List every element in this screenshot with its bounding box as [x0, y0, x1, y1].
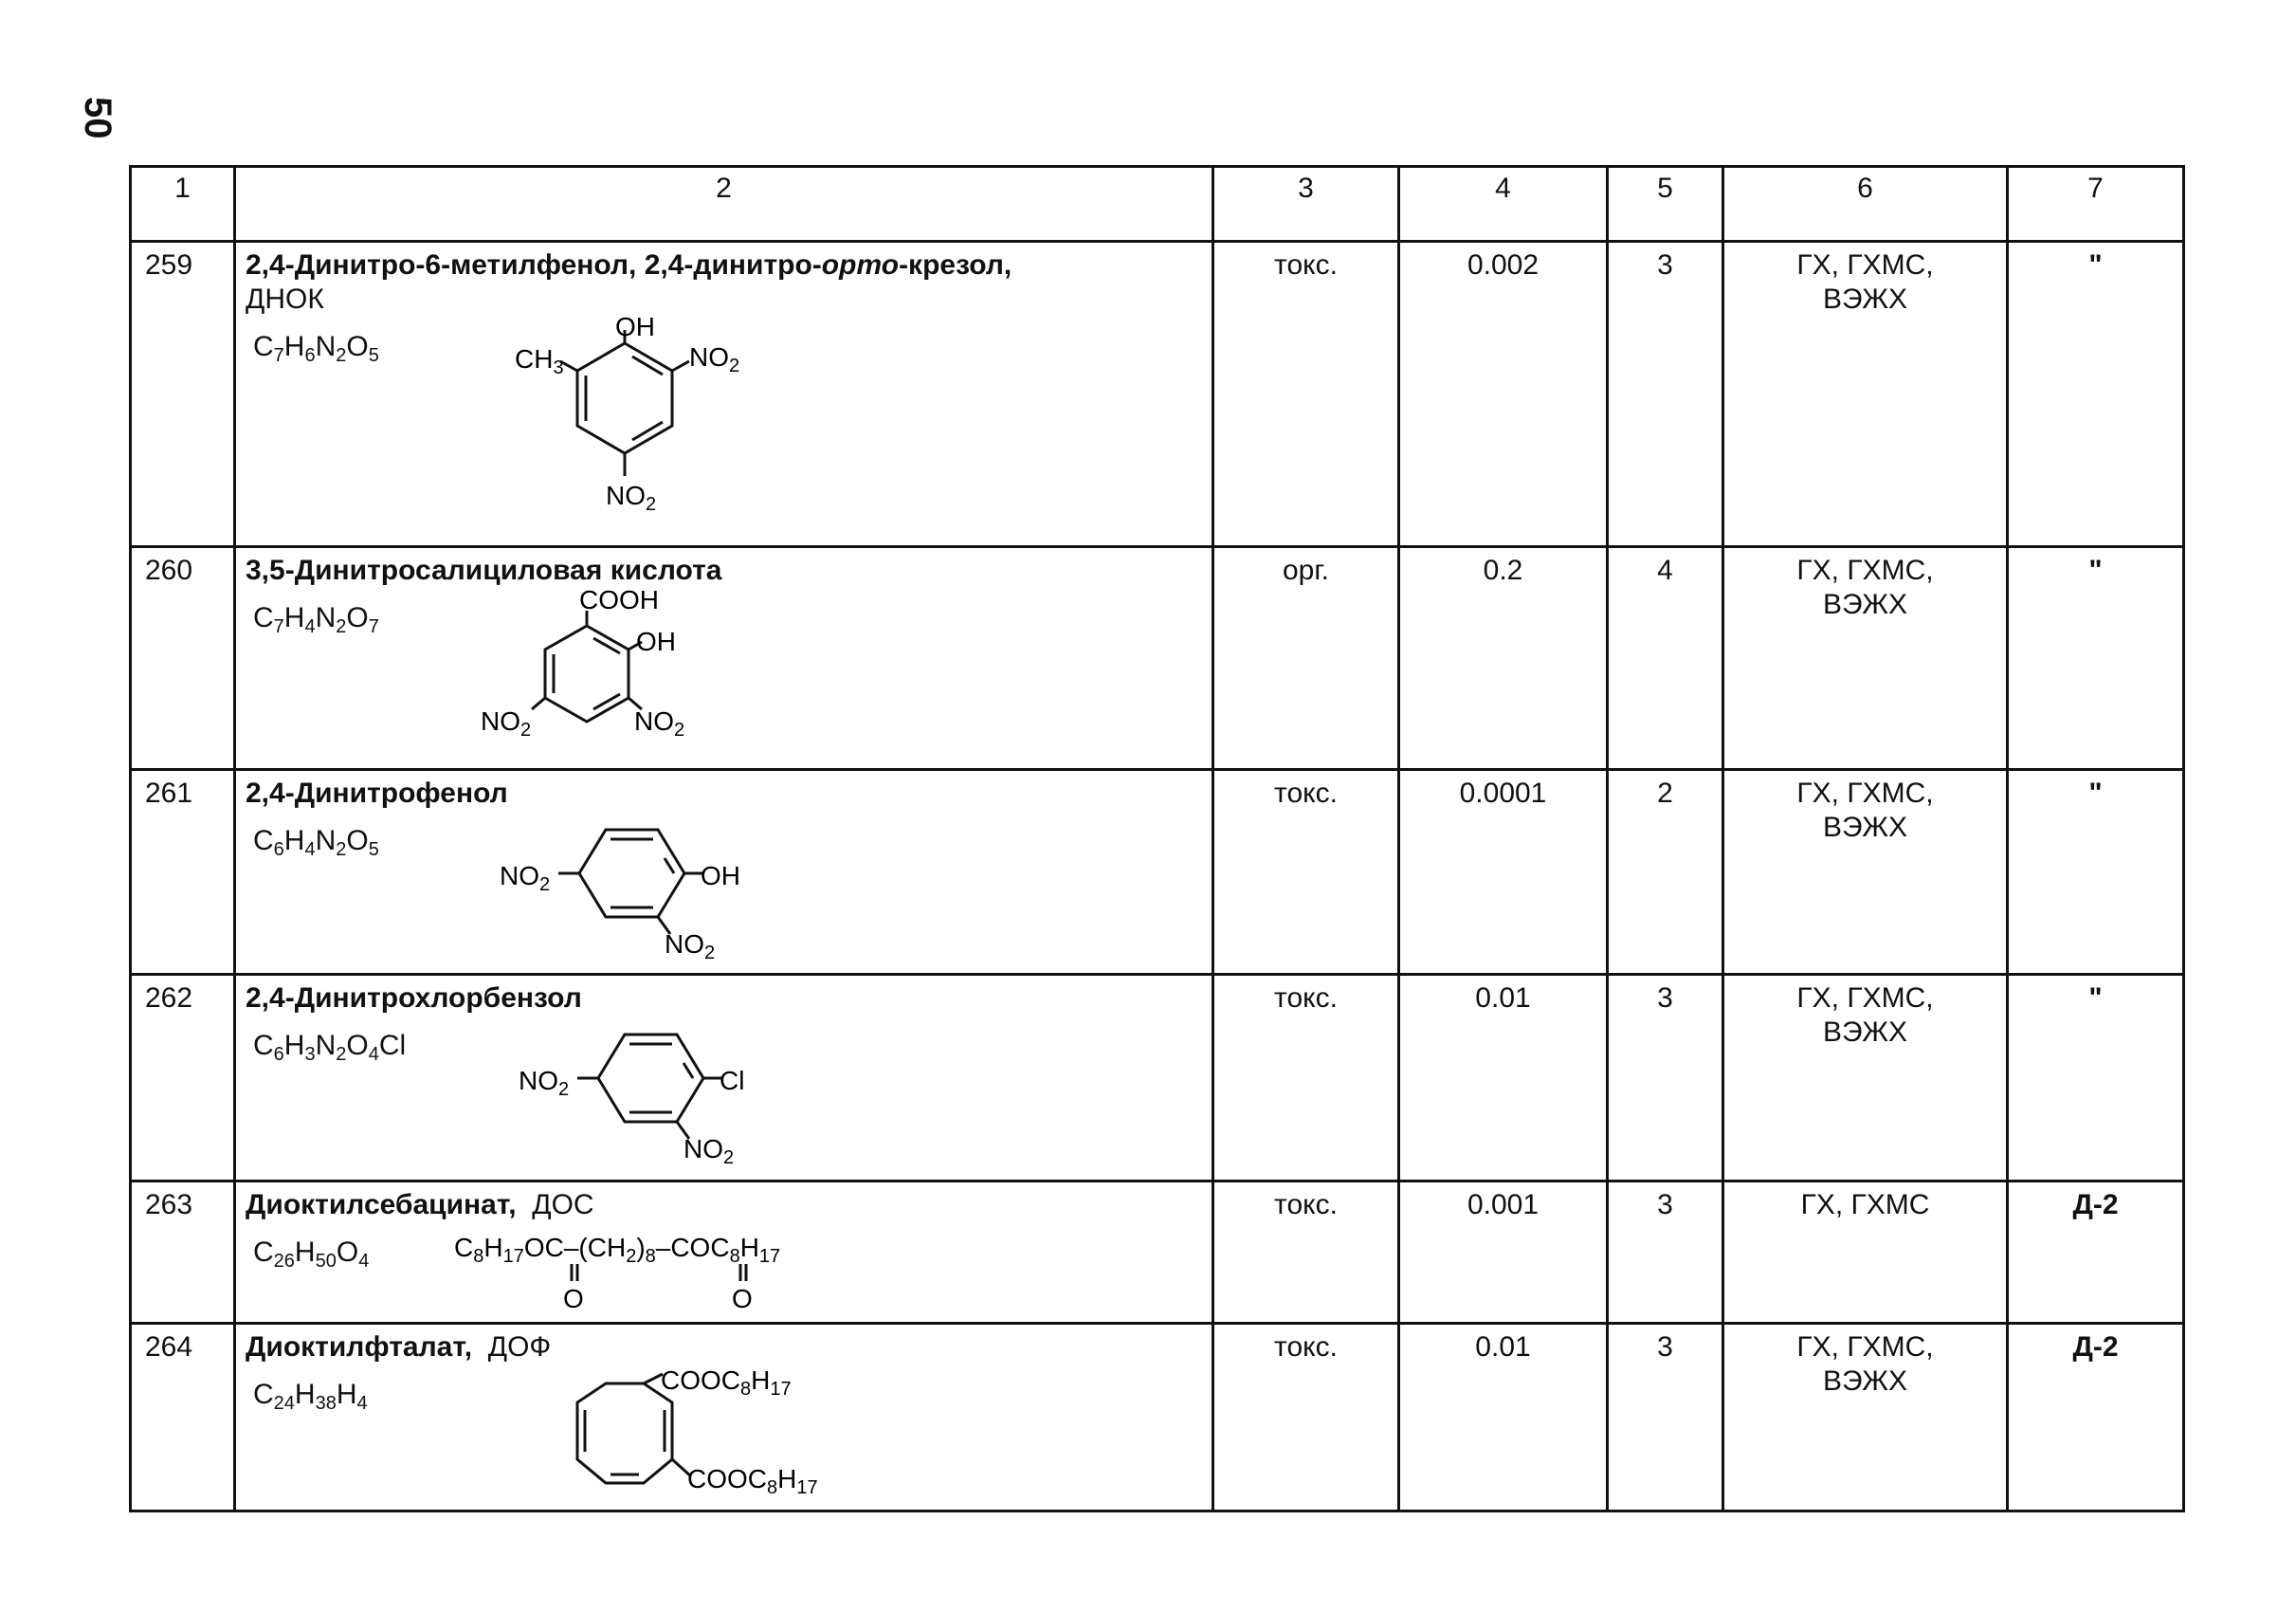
table-row: [131, 1324, 2184, 1511]
toxicity-type: токс.: [1213, 1324, 1399, 1511]
concentration-value: 0.0001: [1399, 770, 1608, 975]
methods-line: ГХ, ГХМС: [1800, 1189, 1930, 1220]
concentration-value: 0.001: [1399, 1182, 1608, 1324]
no2-label: $NO_2$: [500, 861, 551, 895]
table-row: [131, 547, 2184, 770]
substance-cell: [235, 547, 1213, 770]
methods-line: ВЭЖХ: [1823, 1365, 1907, 1397]
table-row: [131, 975, 2184, 1182]
methods-line: ГХ, ГХМС,: [1796, 249, 1934, 281]
methods-cell: [1723, 1182, 2008, 1324]
molecular-formula: $C_7H_4N_2O_7$: [253, 602, 379, 637]
methods-line: ВЭЖХ: [1823, 589, 1907, 620]
methods-line: ВЭЖХ: [1823, 284, 1907, 315]
structural-formula: [473, 1016, 833, 1167]
no2-label: $NO_2$: [683, 1134, 735, 1167]
note-mark: Д-2: [2008, 1324, 2184, 1511]
header-col-4: 4: [1399, 167, 1608, 242]
carbonyl-o: O: [563, 1284, 584, 1313]
table-row: [131, 1182, 2184, 1324]
structural-formula: [473, 317, 814, 535]
molecular-formula: $C_6H_3N_2O_4Cl$: [253, 1030, 407, 1065]
ch3-label: $CH_3$: [515, 344, 564, 378]
no2-label: $NO_2$: [689, 342, 740, 376]
header-col-7: 7: [2008, 167, 2184, 242]
concentration-value: 0.2: [1399, 547, 1608, 770]
concentration-value: 0.002: [1399, 242, 1608, 547]
oh-label: OH: [615, 317, 655, 341]
substance-cell: [235, 1182, 1213, 1324]
substance-cell: [235, 770, 1213, 975]
hazard-class: 4: [1608, 547, 1723, 770]
substances-table: [129, 165, 2185, 1512]
carbonyl-o: O: [732, 1284, 753, 1313]
no2-label: $NO_2$: [634, 706, 685, 741]
cooh-label: COOH: [579, 588, 659, 614]
concentration-value: 0.01: [1399, 975, 1608, 1182]
ester-group: $COOC_8H_{17}$: [661, 1365, 792, 1400]
methods-cell: [1723, 547, 2008, 770]
substance-name: 3,5-Динитросалициловая кислота: [246, 555, 722, 586]
methods-line: ГХ, ГХМС,: [1796, 555, 1934, 586]
page-number: 50: [77, 97, 118, 139]
row-number: 263: [131, 1182, 235, 1324]
structural-formula: [473, 1365, 871, 1507]
methods-line: ГХ, ГХМС,: [1796, 778, 1934, 809]
substance-cell: [235, 242, 1213, 547]
structural-formula: [454, 811, 814, 962]
toxicity-type: токс.: [1213, 975, 1399, 1182]
ester-group: $COOC_8H_{17}$: [687, 1464, 818, 1498]
row-number: 264: [131, 1324, 235, 1511]
row-number: 259: [131, 242, 235, 547]
methods-cell: [1723, 1324, 2008, 1511]
row-number: 262: [131, 975, 235, 1182]
hazard-class: 3: [1608, 975, 1723, 1182]
hazard-class: 3: [1608, 242, 1723, 547]
header-col-1: 1: [131, 167, 235, 242]
methods-cell: [1723, 242, 2008, 547]
methods-line: ГХ, ГХМС,: [1796, 982, 1934, 1014]
hazard-class: 3: [1608, 1324, 1723, 1511]
row-number: 260: [131, 547, 235, 770]
toxicity-type: токс.: [1213, 1182, 1399, 1324]
oh-label: OH: [701, 861, 740, 890]
methods-line: ВЭЖХ: [1823, 812, 1907, 843]
methods-line: ВЭЖХ: [1823, 1017, 1907, 1048]
molecular-formula: $C_{26}H_{50}O_4$: [253, 1236, 370, 1272]
hazard-class: 2: [1608, 770, 1723, 975]
molecular-formula: $C_6H_4N_2O_5$: [253, 825, 379, 860]
toxicity-type: орг.: [1213, 547, 1399, 770]
header-col-2: 2: [235, 167, 1213, 242]
sebacate-chain: $C_8H_{17}OC-(CH_2)_8-COC_8H_{17}$: [454, 1233, 781, 1267]
substance-name: Диоктилфталат, ДОФ: [246, 1331, 552, 1363]
substance-cell: [235, 975, 1213, 1182]
methods-cell: [1723, 975, 2008, 1182]
note-mark: Д-2: [2008, 1182, 2184, 1324]
note-mark: ": [2008, 975, 2184, 1182]
substance-name: 2,4-Динитрофенол: [246, 778, 508, 809]
structural-formula: [454, 588, 795, 759]
substance-alias: ДНОК: [246, 284, 324, 315]
row-number: 261: [131, 770, 235, 975]
oh-label: OH: [636, 627, 676, 656]
structural-formula: [454, 1222, 909, 1313]
toxicity-type: токс.: [1213, 770, 1399, 975]
header-col-6: 6: [1723, 167, 2008, 242]
concentration-value: 0.01: [1399, 1324, 1608, 1511]
note-mark: ": [2008, 547, 2184, 770]
header-row: [131, 167, 2184, 242]
substance-name: 2,4-Динитрохлорбензол: [246, 982, 582, 1014]
note-mark: ": [2008, 242, 2184, 547]
methods-cell: [1723, 770, 2008, 975]
hazard-class: 3: [1608, 1182, 1723, 1324]
toxicity-type: токс.: [1213, 242, 1399, 547]
substance-name: Диоктилсебацинат, ДОС: [246, 1189, 594, 1220]
substance-cell: [235, 1324, 1213, 1511]
table-row: [131, 242, 2184, 547]
header-col-5: 5: [1608, 167, 1723, 242]
methods-line: ГХ, ГХМС,: [1796, 1331, 1934, 1363]
molecular-formula: $C_7H_6N_2O_5$: [253, 331, 379, 366]
no2-label: $NO_2$: [519, 1066, 570, 1100]
cl-label: Cl: [720, 1066, 745, 1095]
no2-label: $NO_2$: [665, 929, 716, 962]
no2-label: $NO_2$: [606, 481, 657, 515]
substance-name: 2,4-Динитро-6-метилфенол, 2,4-динитро-орто-крезол,: [246, 249, 1012, 281]
table-row: [131, 770, 2184, 975]
note-mark: ": [2008, 770, 2184, 975]
header-col-3: 3: [1213, 167, 1399, 242]
molecular-formula: $C_{24}H_{38}H_4$: [253, 1379, 368, 1414]
no2-label: $NO_2$: [481, 706, 532, 741]
